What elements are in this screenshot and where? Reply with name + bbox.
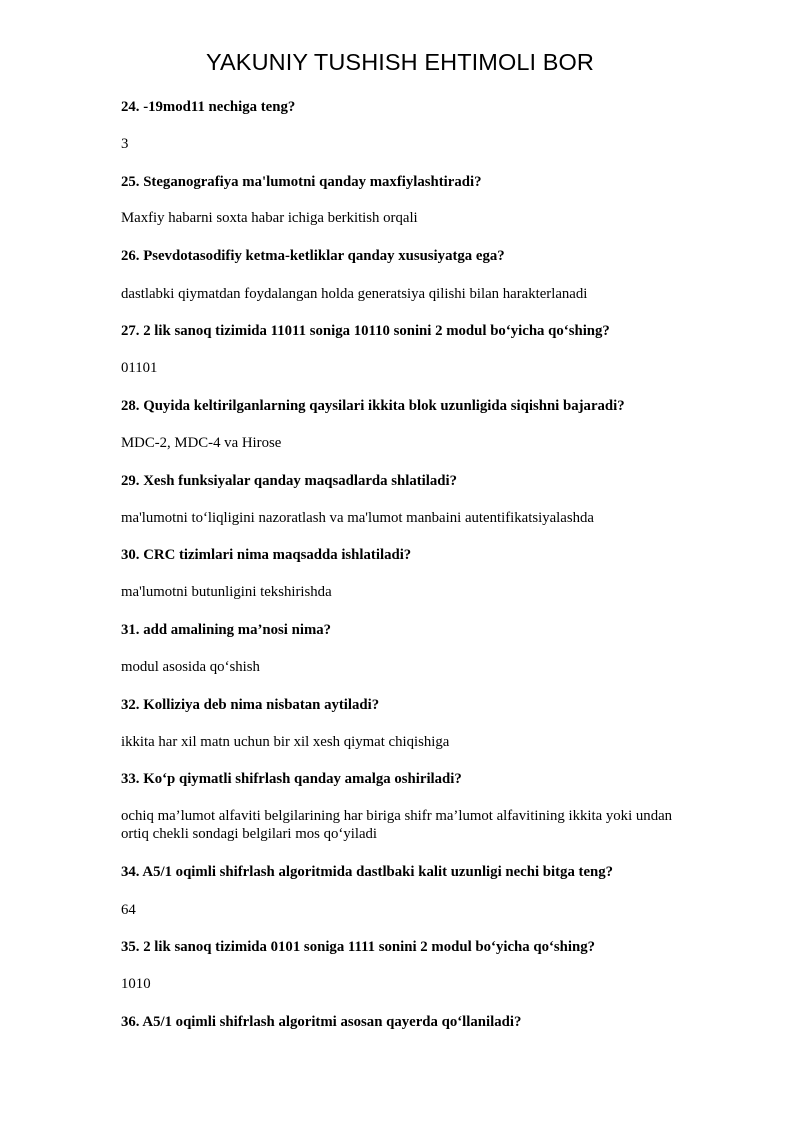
answer-24: 3: [121, 136, 129, 152]
answer-34: 64: [121, 902, 136, 918]
question-26: 26. Psevdotasodifiy ketma-ketliklar qanday xususiyatga ega?: [121, 248, 505, 264]
answer-33: ochiq ma’lumot alfaviti belgilarining har biriga shifr ma’lumot alfavitining ikkita yoki undan ortiq chekli sondagi belgilari mos qo‘yiladi: [121, 808, 673, 842]
question-32: 32. Kolliziya deb nima nisbatan aytiladi?: [121, 697, 380, 713]
page-title: YAKUNIY TUSHISH EHTIMOLI BOR: [205, 49, 594, 75]
question-29: 29. Xesh funksiyalar qanday maqsadlarda shlatiladi?: [121, 473, 458, 489]
answer-30: ma'lumotni butunligini tekshirishda: [121, 584, 332, 600]
answer-25: Maxfiy habarni soxta habar ichiga berkitish orqali: [121, 210, 418, 226]
question-25: 25. Steganografiya ma'lumotni qanday maxfiylashtiradi?: [121, 174, 482, 190]
question-27: 27. 2 lik sanoq tizimida 11011 soniga 10110 sonini 2 modul bo‘yicha qo‘shing?: [121, 323, 610, 339]
question-33: 33. Ko‘p qiymatli shifrlash qanday amalga oshiriladi?: [121, 771, 462, 787]
answer-27: 01101: [121, 360, 158, 376]
question-36: 36. A5/1 oqimli shifrlash algoritmi asosan qayerda qo‘llaniladi?: [121, 1014, 522, 1030]
question-34: 34. A5/1 oqimli shifrlash algoritmida dastlbaki kalit uzunligi nechi bitga teng?: [121, 864, 614, 880]
answer-35: 1010: [121, 976, 151, 992]
answer-31: modul asosida qo‘shish: [121, 659, 260, 675]
answer-32: ikkita har xil matn uchun bir xil xesh qiymat chiqishiga: [121, 734, 450, 750]
answer-29: ma'lumotni to‘liqligini nazoratlash va ma'lumot manbaini autentifikatsiyalashda: [121, 510, 594, 526]
question-30: 30. CRC tizimlari nima maqsadda ishlatiladi?: [121, 547, 412, 563]
answer-26: dastlabki qiymatdan foydalangan holda generatsiya qilishi bilan harakterlanadi: [121, 286, 588, 302]
question-28: 28. Quyida keltirilganlarning qaysilari ikkita blok uzunligida siqishni bajaradi?: [121, 398, 625, 414]
question-31: 31. add amalining ma’nosi nima?: [121, 622, 332, 638]
answer-28: MDC-2, MDC-4 va Hirose: [121, 435, 282, 451]
question-24: 24. -19mod11 nechiga teng?: [121, 99, 296, 115]
question-35: 35. 2 lik sanoq tizimida 0101 soniga 1111 sonini 2 modul bo‘yicha qo‘shing?: [121, 939, 596, 955]
